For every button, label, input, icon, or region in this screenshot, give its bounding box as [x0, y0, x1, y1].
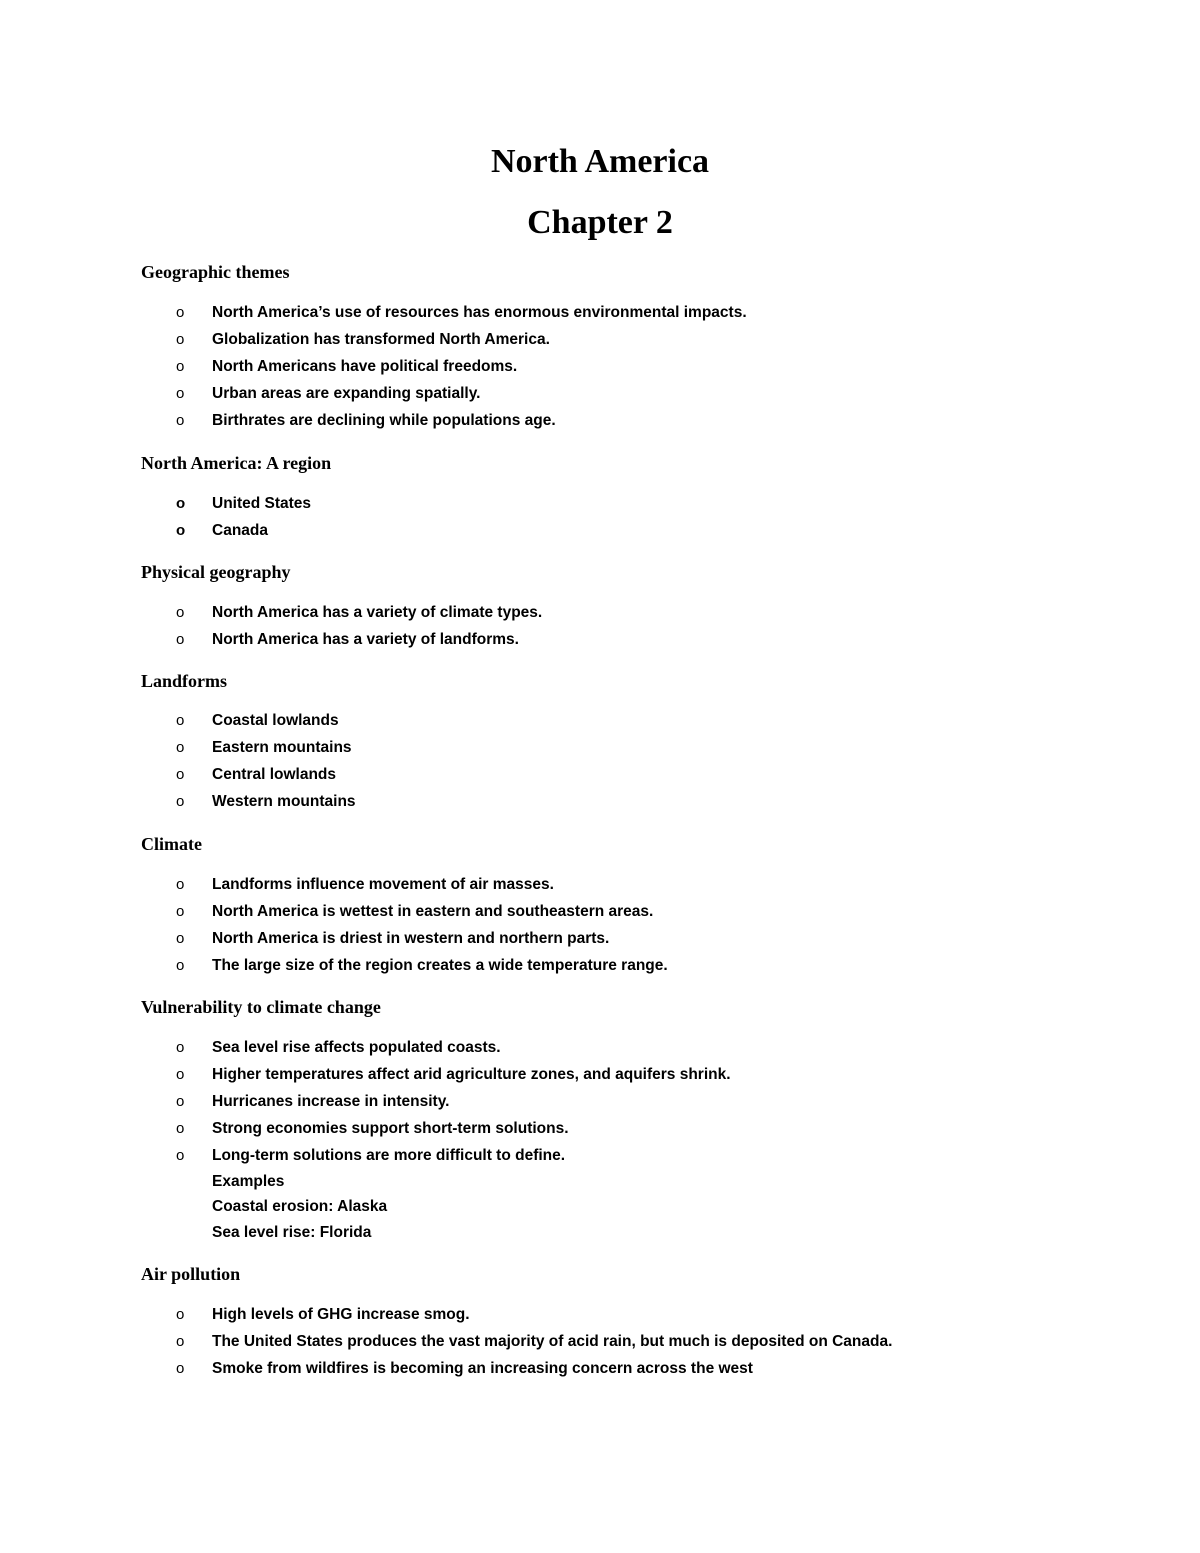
document-page: North America Chapter 2 Geographic themes o North America’s use of resources has enormous environmental impacts. o Globalization has transformed North America. o North Americans have political freedoms. o Urban areas are expanding spatially. o Birthrates are declining while populations age. North America: A region o United States o Canada Physical geography o North America has a variety of climate types. o North America has a variety of landforms. Landforms o Coastal lowlands o Eastern mountains o Central lowlands o Western mountains Climate o Landforms influence movement of air masses. o North America is wettest in eastern and southeastern areas. o North America is driest in western and northern parts. o The large size of the region creates a wide temperature range. Vulnerability to climate change o Sea level rise affects populated coasts. o Higher temperatures affect arid agriculture zones, and aquifers shrink. o Hurricanes increase in intensity. o Strong economies support short-term solutions. o Long-term solutions are more difficult to define. Examples Coastal erosion: Alaska Sea level rise: Florida Air pollution o High levels of GHG increase smog. o The United States produces the vast majority of acid rain, but much is deposited on Canada. o Smoke from wildfires is becoming an increasing concern across the west: [0, 0, 1200, 1553]
bullet-icon: o: [176, 1147, 185, 1164]
example-line: Sea level rise: Florida: [212, 1224, 372, 1241]
bullet-icon: o: [176, 903, 185, 920]
bullet-icon: o: [176, 766, 185, 783]
examples-label: Examples: [212, 1173, 285, 1190]
bullet-icon: o: [176, 495, 186, 512]
section-heading-landforms: Landforms: [141, 671, 228, 691]
bullet-icon: o: [176, 412, 185, 429]
bullet-icon: o: [176, 1360, 185, 1377]
section-heading-air-pollution: Air pollution: [141, 1264, 241, 1284]
bullet-icon: o: [176, 957, 185, 974]
bullet-icon: o: [176, 1039, 185, 1056]
section-heading-north-america-region: North America: A region: [141, 453, 332, 473]
bullet-icon: o: [176, 876, 185, 893]
bullet-icon: o: [176, 631, 185, 648]
bullet-icon: o: [176, 385, 185, 402]
example-line: Coastal erosion: Alaska: [212, 1198, 388, 1215]
bullet-icon: o: [176, 1333, 185, 1350]
bullet-icon: o: [176, 793, 185, 810]
bullet-icon: o: [176, 358, 185, 375]
bullet-icon: o: [176, 1120, 185, 1137]
document-title: North America: [490, 143, 710, 180]
section-heading-vulnerability: Vulnerability to climate change: [141, 997, 381, 1017]
bullet-icon: o: [176, 712, 185, 729]
bullet-icon: o: [176, 604, 185, 621]
section-heading-geographic-themes: Geographic themes: [141, 262, 290, 282]
bullet-icon: o: [176, 1066, 185, 1083]
section-heading-physical-geography: Physical geography: [141, 562, 291, 582]
bullet-icon: o: [176, 522, 186, 539]
bullet-icon: o: [176, 1306, 185, 1323]
bullet-icon: o: [176, 1093, 185, 1110]
bullet-icon: o: [176, 331, 185, 348]
bullet-icon: o: [176, 930, 185, 947]
section-heading-climate: Climate: [141, 834, 202, 854]
document-subtitle: Chapter 2: [527, 204, 673, 241]
bullet-icon: o: [176, 739, 185, 756]
bullet-icon: o: [176, 304, 185, 321]
